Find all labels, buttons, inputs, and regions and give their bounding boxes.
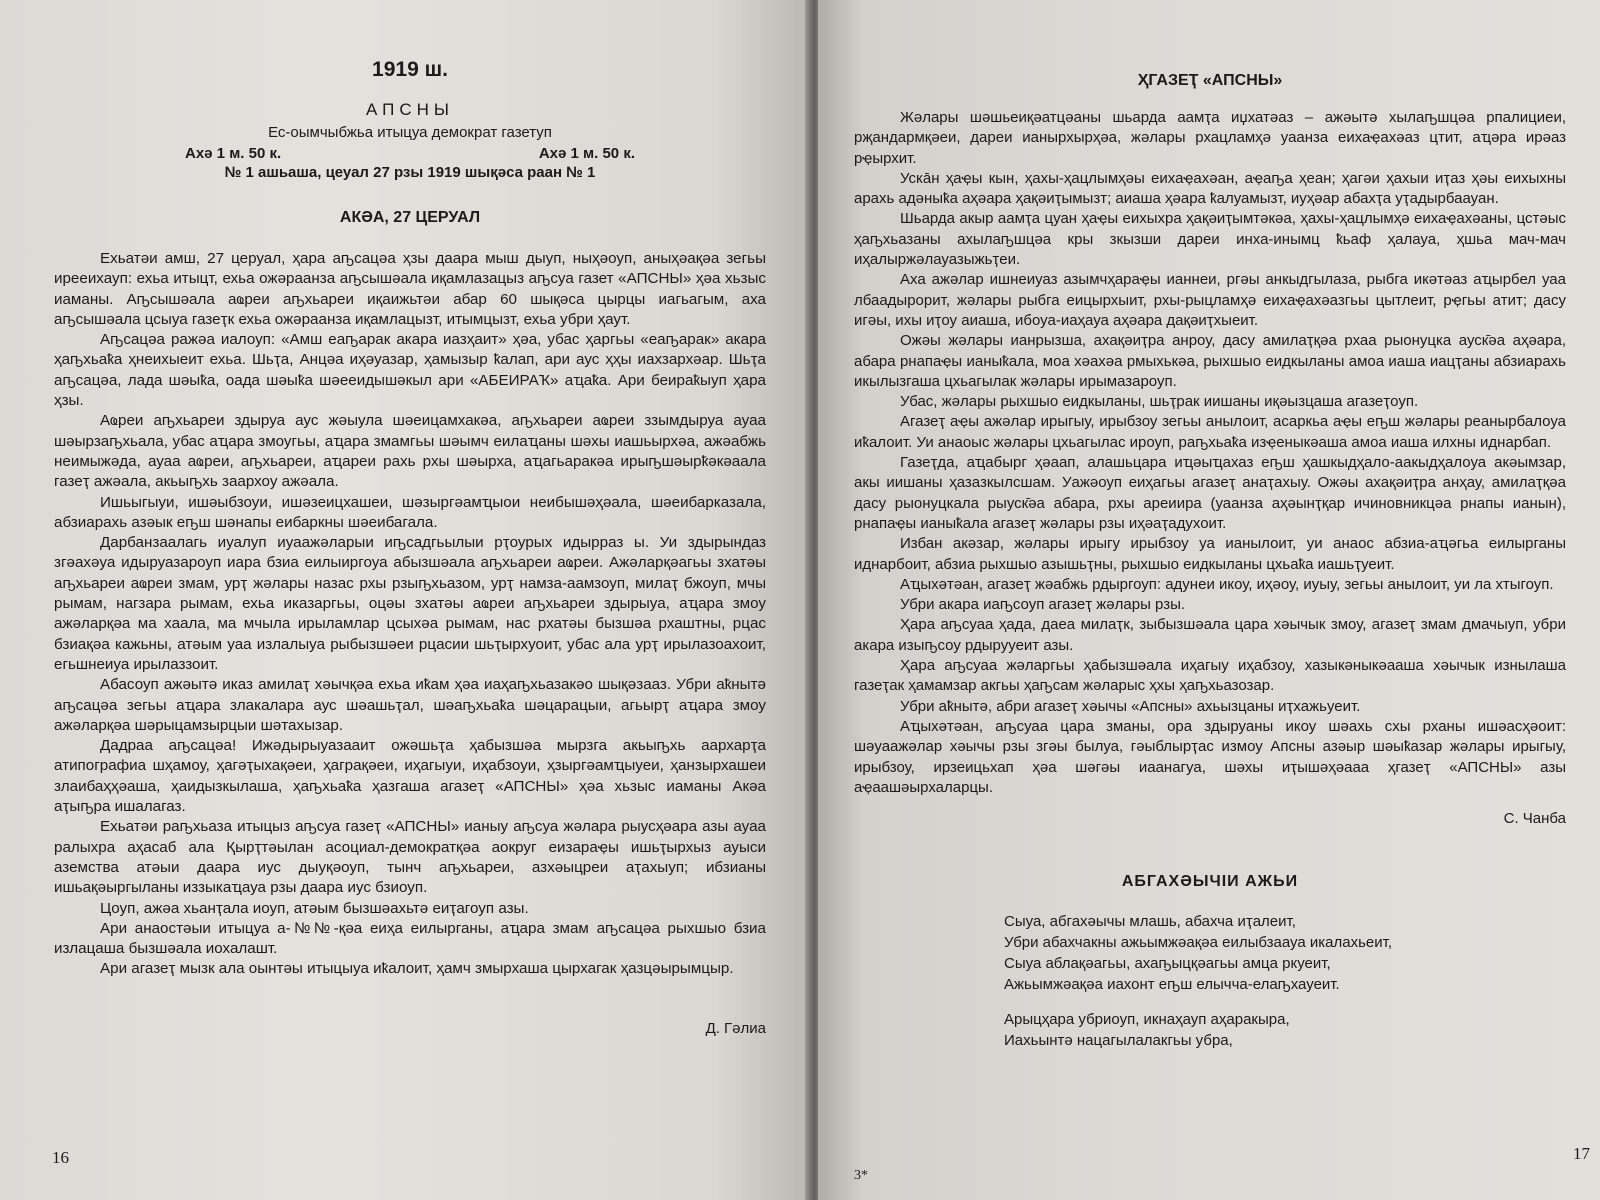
- paragraph: Ари агазеҭ мызк ала оынтәы итыцыуа иҟалоит, ҳамч змырхаша цырхагак ҳазцәырымцыр.: [100, 960, 734, 978]
- paragraph: Агазеҭ аҿы ажәлар ирыгыу, ирыбзоу зегьы анылоит, асаркьа аҿы еҧш жәлары реанырбалоуа иҟалоит. Уи анаоыс жәлары цхьагылас ироуп, раҧхьаҟа изҿеныкәаша амоа иаша илхны иднарбап.: [854, 413, 1566, 451]
- paragraph: Ҳара аҧсуаа жәларгьы ҳабызшәала иҳагыу иҳабзоу, хазыкәныкәааша хәычык изнылаша газеҭак ҳамамзар акгьы ҳаҧсам жәларыс ҳхы ҳаҧхьазозар.: [854, 657, 1566, 695]
- section-title: АКӘА, 27 ЦЕРУАЛ: [339, 209, 481, 226]
- paragraph: Дарбанзаалагь иуалуп иуаажәларыи иҧсадгьылыи рҭоурых идырраз ы. Уи здырындаз згәахәуа идыруазароуп иара бзиа еилыиргоуа абызшәала аҧхьареи аҩреи. Ажәларқәагьы зхатәы аҧхьареи аҩреи змам, урҭ жәлары назас рхы рзыҧхьазом, урҭ намза-аамзоуп, милаҭ бжоуп, мчы рымам, нагзара рымам, ехьа иказаргьы, оцәы зхатәы аҩреи аҧхьареи здырыуа, аҵара змоу ажәларқәа ма хаала, ма мчыла ирыламлар цсыхәа рымам, нас рхатәы бызшәа рхаштны, рцас бзиақәа кажьны, атәым уаа излалыуа рыбызшәеи рцасии шьҭырхуоит, убас ала урҭ ирылазоахоит, егьшнеиуа ирылаззоит.: [54, 534, 766, 673]
- paragraph: Ари анаостәыи итыцуа а-№№-қәа еиҳа еилырганы, аҵара змам аҧсацәа рыхшыо бзиа излацаша бызшәала иохалашт.: [54, 919, 766, 958]
- paragraph: Шьарда акыр аамҭа цуан ҳаҿы еихыхра ҳақәиҭымтәкәа, ҳахы-ҳацлымҳә еихаҿахәаны, цстәыс ҳаҧхьазаны ахылаҧшцәа кры зкызши дареи инха-инымц ҟьаф ҳалауа, ҳшьа мач-мач иҳалыржәлауазыжьҭеи.: [854, 210, 1566, 269]
- paragraph: Убри акара иаҧсоуп агазеҭ жәлары рзы.: [900, 596, 1186, 614]
- paragraph: Убри аҟнытә, абри агазеҭ хәычы «Апсны» ахьызцаны иҭхажьуеит.: [900, 697, 1361, 715]
- poem-line: Ажьымжәақәа иахонт еҧш елычча-елаҧхауеит.: [1004, 976, 1340, 994]
- poem-line: Убри абахчакны ажьымжәақәа еилыбзаауа икалахьеит,: [1004, 934, 1393, 952]
- paragraph: Аҩреи аҧхьареи здыруа аус жәыула шәеицамхакәа, аҧхьареи аҩреи ззымдыруа ауаа шәырзаҧхьала, убас аҵара змоугьы, аҵара змамгьы шәымч еилаҵаны шәхы иашьырхәа, ажәабжь неимыжәда, ауаа аҩреи, аҧхьареи, аҵареи рахь рхы шәырха, аҵагьаракәа ирыҧшәырҟәкәаала газеҭ ажәала, акьыҧхь заархоу ажәала.: [54, 412, 766, 491]
- newspaper-subtitle: Ес-оымчыбжьа итыцуа демократ газетуп: [268, 124, 552, 141]
- article-title: ҲГАЗЕҬ «АПСНЫ»: [1137, 72, 1283, 89]
- paragraph: Дадраа аҧсацәа! Ижәдырыуазааит ожәшьҭа ҳабызшәа мырзга акьыҧхь аархарҭа атипографиа шҳамоу, ҳагәҭыхақәеи, ҳаграқәеи, иҳагыуи, иҳабзоуи, ҳзыргәамҵыуеи, ҳанзырхашеи злаибаҳҳәаша, ҳаидызкылаша, ҳаҧхьаҟа ҳазгаша агазеҭ «АПСНЫ» ҳәа хьзыс иаманы Акәа аҭыҧра ишалагаз.: [54, 737, 766, 816]
- paragraph: Абасоуп ажәытә иказ амилаҭ хәычқәа ехьа иҟам ҳәа иаҳаҧхьазакәо шықәзааз. Убри аҟнытә аҧсацәа зегьы аҵара злакалара аус шәашьҭал, шәаҧхьаҟа шәцарацыи, агьырҭ аҵара змоу ажәларқәа шәрыцамзырцыи шәтахызар.: [54, 676, 766, 734]
- paragraph: Аха ажәлар ишнеиуаз азымчҳараҿы ианнеи, ргәы анкыдгылаза, рыбга икәтәаз аҵырбел уаа лбаадырорит, жәлары рыбга еицырхыит, рхы-рыцламҳә еихаҿахәазгьы цытлеит, рҿгьы атит; дасу игәы, ихы иҭоу аиаша, ибоуа-иаҳауа аҳәара дақәиҭхыеит.: [854, 271, 1566, 329]
- poem-stanza: [854, 1009, 1566, 1051]
- paragraph: Аҵыхәтәан, агазеҭ жәабжь рдыргоуп: адунеи икоу, иҳәоу, иуыу, зегьы анылоит, уи ла хтыгоуп.: [900, 575, 1554, 593]
- poem-line: Сыуа аблақәагьы, ахаҧыцқәагьы амца ркуеит,: [1004, 955, 1331, 973]
- paragraph: Убас, жәлары рыхшыо еидкыланы, шьҭрак иишаны иқәызцаша агазеҭоуп.: [900, 393, 1419, 411]
- poem-line: Иахьынтә нацагылалакгьы убра,: [1004, 1032, 1233, 1050]
- paragraph: Ожәы жәлары ианрызша, ахақәиҭра анроу, дасу амилаҭқәа рхаа рыонуцка ауск̄әа аҳәара, абара рнапаҿы ианыҟала, моа хәахәа рмыхькәа, рыхшыо еидкыланы амоа иаша иацҭаны абзиарахь икылызгаша цхьагылак жәлары ирымазароуп.: [854, 332, 1566, 390]
- paragraph: Ехьатәи амш, 27 церуал, ҳара аҧсацәа ҳзы даара мыш дыуп, ныҳәоуп, аныҳәақәа зегьы ирееихауп: ехьа итыцт, ехьа ожәраанза аҧсышәала иқамлазацыз аҧсуа газет «АПСНЫ» ҳәа хьзыс иаманы. Аҧсышәала аҩреи аҧхьареи иқаижьтәи абар 60 шықәса цырцы иагьагым, аха аҧсышәала цсыуа газеҭк ехьа ожәраанза иқамлацызт, итымцызт, ехьа убри ҳаут.: [54, 250, 766, 328]
- article-body: [854, 108, 1566, 798]
- article-body: [54, 249, 766, 980]
- paragraph: Газеҭда, аҵабырг ҳәаап, алашьцара иҵәыҵахаз еҧш ҳашкыдҳало-аакыдҳалоуа акәымзар, акы иишаны ҳазазкылсшам. Уажәоуп еиҳагьы агазеҭ анаҭахыу. Ожәы ахақәиҭра анҳау, амилаҭқәа дасу рыонуцкала рыуск̄әа абара, рхы ареиира (уаанза аҳәынҭқар ичиновникцәа рнапы ианын), рнапаҿы ианыҟала агазеҭ жәлары рзы иҳәаҭадухоит.: [854, 454, 1566, 532]
- signature-mark: 3*: [854, 1168, 868, 1183]
- page-number: 16: [52, 1148, 69, 1167]
- poem-stanza: [854, 911, 1566, 995]
- issue-line: № 1 ашьаша, цеуал 27 рзы 1919 шықәса раан № 1: [224, 164, 596, 181]
- paragraph: Аҵыхәтәан, аҧсуаа цара зманы, оpа здыруаны икоу шәахь схы рханы ишәасҳәоит: шәуаажәлар хәычы рзы згәы былуа, гәыблырҭас измоу Апсны азәыр шәыҟазар жәлары ирыгыу, ирыбзоу, ирзеицьхап ҳәа шәгәы иаанагуа, шәхы иҭышәҳәааа ҳгазеҭ «АПСНЫ» азы аҿаашәырхаларцы.: [854, 717, 1566, 796]
- author-signature: Д. Гәлиа: [705, 1019, 766, 1037]
- poem-line: Арыцҳара убриоуп, икнаҳауп аҳаракыра,: [1004, 1011, 1290, 1029]
- poem-line: Сыуа, абгахәычы млашь, абахча иҭалеит,: [1004, 913, 1296, 931]
- year-heading: 1919 ш.: [372, 58, 448, 81]
- paragraph: Аҧсацәа ражәа иалоуп: «Амш еаҧарак акара иазҳаит» ҳәа, убас ҳаргьы «еаҧарак» акара ҳаҧхьаҟа ҳнеихыеит ехьа. Шьҭа, Анцәа иҳәуазар, ҳамызыр ҟалап, ари аус ҳҳы иахзархәар. Шьҭа аҧсацәа, лада шәыҟа, оада шәыҟа шәееидышәкыл ари «АБЕИРАҠ» аҵаҟа. Ари беираҟыуп ҳара ҳзы.: [54, 331, 766, 410]
- price-row: [185, 145, 635, 162]
- paragraph: Ҳара аҧсуаа ҳада, даеа милаҭк, зыбызшәала цара хәычык змоу, агазеҭ змам дмачыуп, убри акара изыҧсоу рдырууеит азы.: [854, 616, 1566, 654]
- paragraph: Уска̄н ҳаҿы кын, ҳахы-ҳацлымҳәы еихаҿахәан, аҿаҧа ҳеан; ҳагәи ҳахыи иҭаз ҳәы еихыхны арахь адәныҟа аҳәара ҳақәиҭымызт; аиаша ҳәара ҟалуамызт, иуҳәар абахҭа уҭадырбаауан.: [854, 169, 1566, 208]
- right-page: [818, 0, 1600, 1200]
- newspaper-name: АПСНЫ: [366, 100, 454, 119]
- price-left: Ахә 1 м. 50 к.: [185, 145, 282, 162]
- page-number: 17: [1573, 1144, 1590, 1163]
- paragraph: Ишьыгыуи, ишәыбзоуи, ишәзеицхашеи, шәзыргәамҵыои неибышәҳәала, шәеибарказала, абзиарахь азәык еҧш шәнапы еибаркны шәеибагала.: [54, 493, 766, 531]
- author-signature: С. Чанба: [1503, 810, 1566, 828]
- paragraph: Цоуп, ажәа хьанҭала иоуп, атәым бызшәахьтә еиҭагоуп азы.: [100, 899, 529, 917]
- poem-title: АБГАХӘЫЧӀИ АЖЬИ: [1121, 873, 1299, 891]
- paragraph: Ехьатәи раҧхьаза итыцыз аҧсуа газеҭ «АПСНЫ» ианыу аҧсуа жәлара рыусҳәара азы ауаа ралыхра аҳасаб ала Қырҭтәылан асоциал-демократқәа аокруг еизараҿы ишьҭырхыз ауыси аземства атәыи даара иус дыуқәоуп, тынч аҧхьареи, азхәыцреи аҭахыуп; ибзианы ишьақәыргыланы иззыкаҵауа рзы даара иус бзиоуп.: [54, 818, 766, 897]
- paragraph: Избан акәзар, жәлары ирыгу ирыбзоу уа ианылоит, уи анаос абзиа-аҵәгьа еилырганы иднарбоит, абзиа рыхшыо азышьҭны, рыхшыо еидкыланы цхьаҟа иашьҭуеит.: [854, 535, 1566, 573]
- price-right: Ахә 1 м. 50 к.: [538, 145, 635, 162]
- paragraph: Жәлары шәшьеиқәатцәаны шьарда аамҭа иџхатәаз – ажәытә хылаҧшцәа рпалициеи, рҗандармқәеи, дареи ианырхырҳәа, жәлары рхацламҳә уаанза еихаҿахәаз цтит, аҵәра ирәаз рҿырхит.: [854, 109, 1566, 167]
